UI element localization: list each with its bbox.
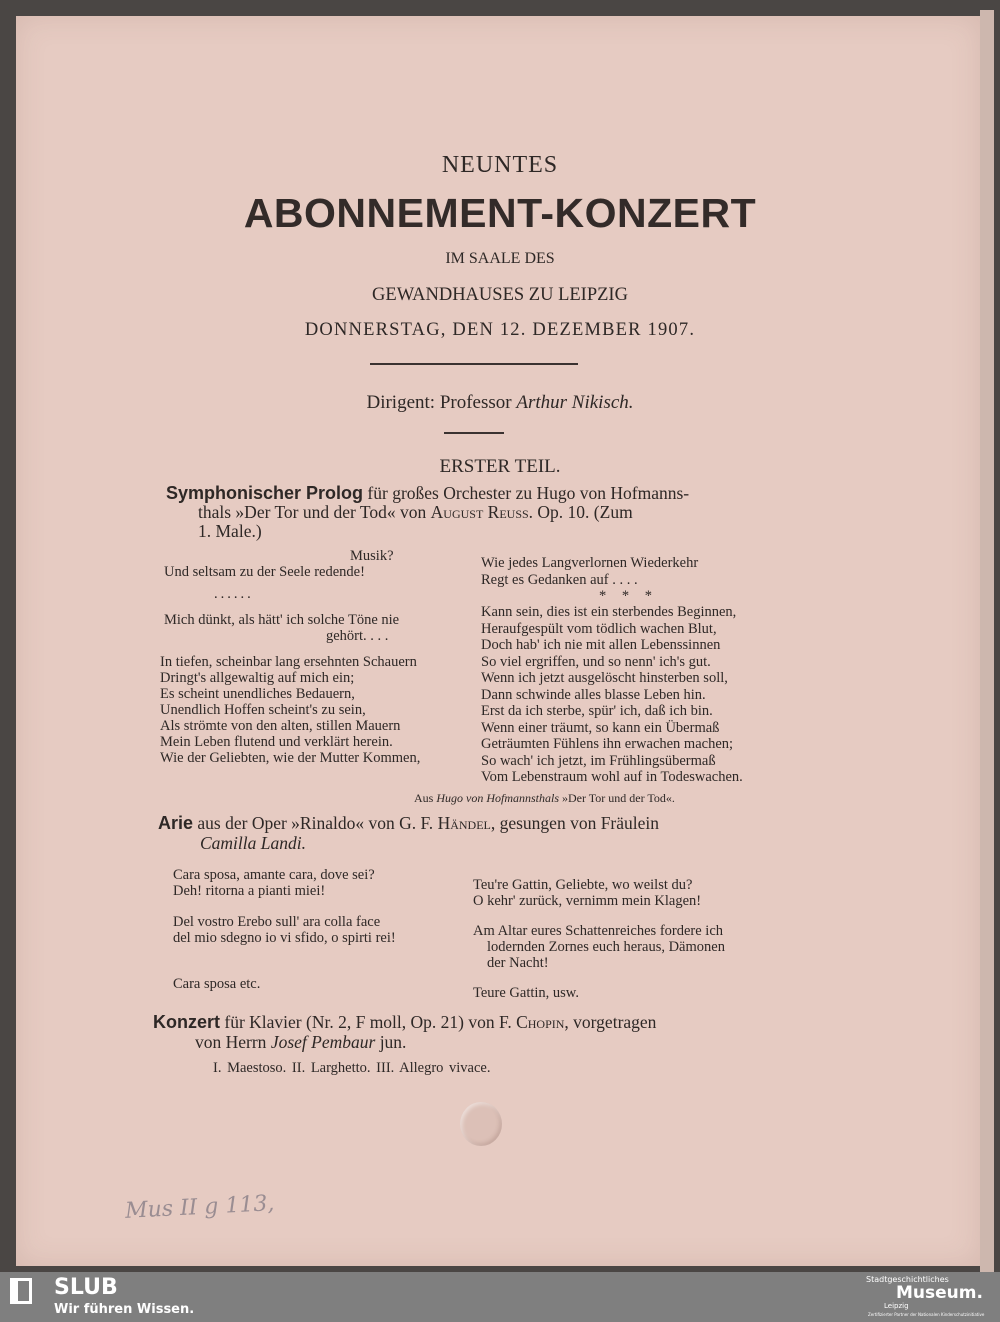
museum-label: Stadtgeschichtliches [866,1275,949,1284]
slub-logo[interactable]: SLUB [54,1275,118,1300]
poem-line: Als strömte von den alten, stillen Mauern [160,718,401,734]
poem-line: Mich dünkt, als hätt' ich solche Töne nie [164,612,400,628]
slub-tagline: Wir führen Wissen. [54,1302,195,1317]
poem-line: Musik? [350,548,394,564]
item-text: . Op. 10. (Zum [528,502,633,522]
conductor-label: Dirigent: [366,392,436,413]
poem-line: Vom Lebenstraum wohl auf in Todeswachen. [481,769,743,785]
program-item-arie [158,813,659,853]
embossed-seal [460,1102,502,1146]
asterism: * * * [599,588,658,604]
poem-line: ...... [214,586,254,602]
item-text: für Klavier (Nr. 2, F moll, Op. 21) von F. [220,1012,517,1032]
divider [370,363,578,365]
divider [444,432,504,434]
lyric-line: Teu're Gattin, Geliebte, wo weilst du? [473,877,693,893]
source-text: Aus [414,791,437,805]
concert-date: DONNERSTAG, DEN 12. DEZEMBER 1907. [304,320,696,340]
item-text: von Herrn [195,1032,271,1052]
poem-line: gehört. . . . [326,628,389,644]
book-icon [10,1278,32,1304]
poem-line: Wie jedes Langverlornen Wiederkehr [481,555,699,571]
poem-line: Mein Leben flutend und verklärt herein. [160,734,393,750]
composer: Chopin [516,1012,565,1032]
soloist: Josef Pembaur [270,1032,376,1052]
lyric-line: Cara sposa, amante cara, dove sei? [173,867,375,883]
lyric-line: del mio sdegno io vi sfido, o spirti rei! [173,930,396,946]
poem-right [481,555,743,786]
poem-line: So wach' ich jetzt, im Frühlingsübermaß [481,752,716,769]
program-item-prolog [166,484,689,541]
heading-neuntes: NEUNTES [441,152,559,178]
museum-logo[interactable]: Museum. [896,1283,983,1303]
item-text: für großes Orchester zu Hugo von Hofmanns- [363,483,690,503]
heading-saale: IM SAALE DES [445,250,555,267]
lyric-line: lodernden Zornes euch heraus, Dämonen [487,939,725,955]
museum-note: Zertifizierter Partner der Nationalen Kinderschutzinitiative [868,1312,985,1317]
item-text: 1. Male.) [198,521,262,541]
poem-line: Und seltsam zu der Seele redende! [164,564,365,580]
lyric-line: Deh! ritorna a pianti miei! [173,883,326,899]
lyric-line: der Nacht! [487,955,549,971]
poem-line: In tiefen, scheinbar lang ersehnten Schauern [160,654,417,670]
poem-line: Unendlich Hoffen scheint's zu sein, [160,702,366,718]
lyric-line: Am Altar eures Schattenreiches fordere ich [473,923,724,939]
source-author: Hugo von Hofmannsthals [436,791,560,805]
movements: I. Maestoso. II. Larghetto. III. Allegro vivace. [213,1060,491,1076]
handwritten-shelfmark: Mus II g 113, [124,1191,275,1224]
composer: August Reuss [430,502,529,522]
program-item-konzert [153,1012,656,1052]
aria-german [473,877,725,1001]
conductor-title: Professor [439,392,512,413]
poem-line: Regt es Gedanken auf . . . . [481,571,638,588]
item-text: , gesungen von Fräulein [490,813,660,833]
poem-line: Geträumten Fühlens ihn erwachen machen; [481,736,734,752]
composer: Händel [437,813,491,833]
poem-line: Wenn einer träumt, so kann ein Übermaß [481,719,720,736]
poem-line: Kann sein, dies ist ein sterbendes Beginnen, [481,604,737,620]
source-text: »Der Tor und der Tod«. [559,791,675,805]
footer-bar [0,1272,1000,1322]
aria-italian [173,867,396,992]
poem-line: So viel ergriffen, und so nenn' ich's gut. [481,653,711,670]
poem-source [414,791,675,806]
heading-gewandhaus: GEWANDHAUSES ZU LEIPZIG [372,285,628,305]
lyric-line: O kehr' zurück, vernimm mein Klagen! [473,893,702,909]
page-title: ABONNEMENT-KONZERT [243,190,757,236]
poem-line: Erst da ich sterbe, spür' ich, daß ich bin. [481,703,713,719]
lyric-line: Cara sposa etc. [173,976,261,992]
item-text: aus der Oper »Rinaldo« von G. F. [193,813,438,833]
section-heading: ERSTER TEIL. [439,456,561,477]
item-title: Konzert [153,1012,220,1032]
poem-line: Wie der Geliebten, wie der Mutter Kommen, [160,750,421,766]
item-text: , vorgetragen [564,1012,657,1032]
item-title: Arie [158,813,194,833]
conductor-line [0,392,1000,414]
poem-line: Es scheint unendliches Bedauern, [160,686,355,702]
singer: Camilla Landi. [200,833,306,853]
poem-line: Dringt's allgewaltig auf mich ein; [160,670,355,686]
lyric-line: Teure Gattin, usw. [473,985,579,1001]
item-text: jun. [375,1032,407,1052]
item-title: Symphonischer Prolog [166,483,364,503]
item-text: thals »Der Tor und der Tod« von [198,502,431,522]
poem-line: Doch hab' ich nie mit allen Lebenssinnen [481,637,721,653]
conductor-name: Arthur Nikisch. [516,392,634,413]
museum-city: Leipzig [884,1302,909,1310]
poem-line: Heraufgespült vom tödlich wachen Blut, [481,620,717,637]
lyric-line: Del vostro Erebo sull' ara colla face [173,914,381,930]
poem-line: Dann schwinde alles blasse Leben hin. [481,686,706,703]
poem-left [160,548,421,766]
poem-line: Wenn ich jetzt ausgelöscht hinsterben soll, [481,670,728,686]
